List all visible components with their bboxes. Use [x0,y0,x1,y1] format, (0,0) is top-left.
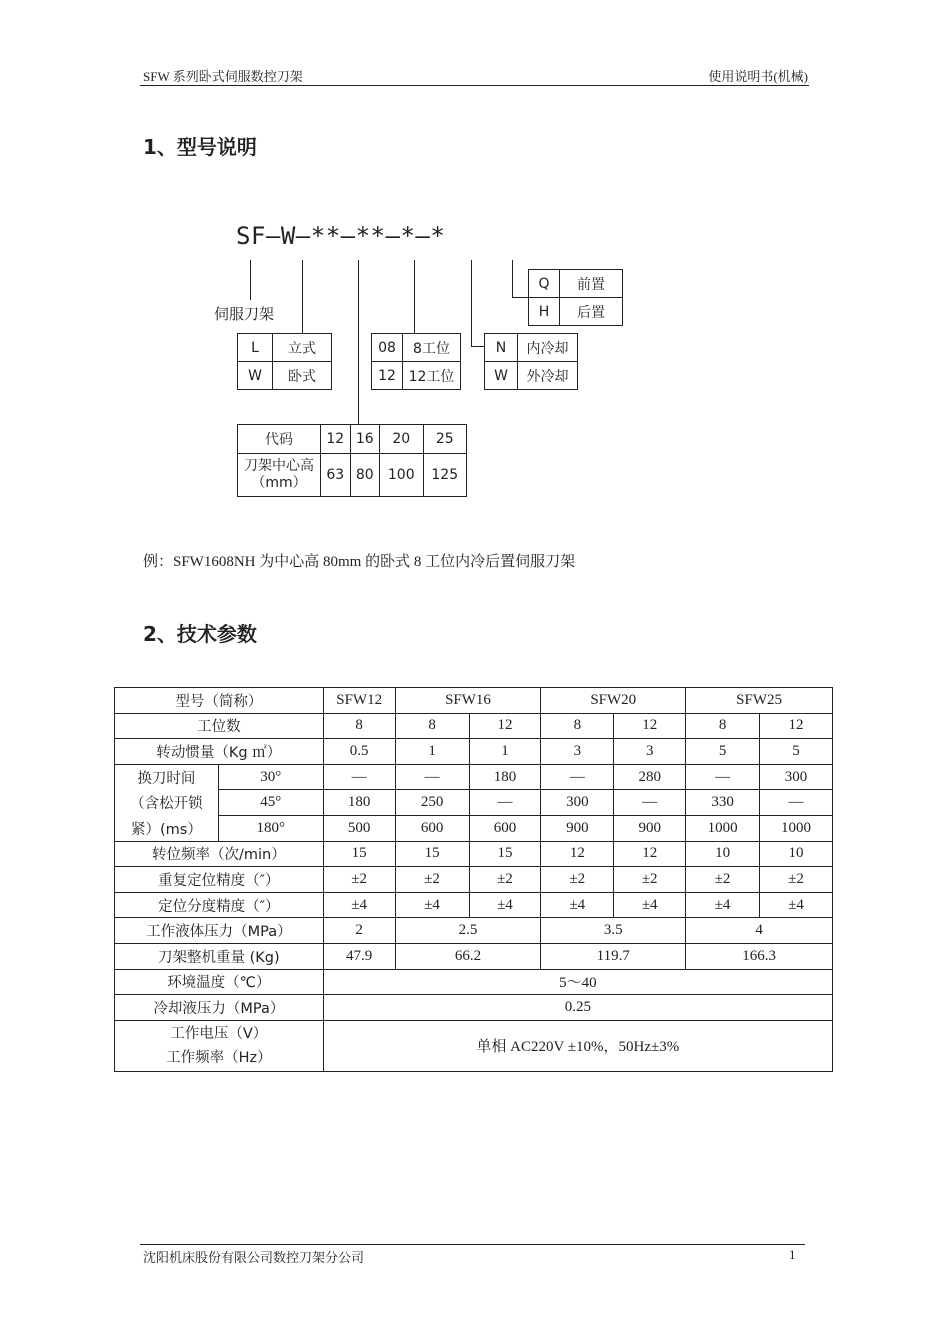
center-height-label-line2: （mm） [251,475,307,491]
table-cell: ±2 [395,867,469,893]
table-cell: ±2 [541,867,614,893]
position-code: H [529,298,560,326]
connector-line [512,297,529,298]
table-row [115,713,833,739]
footer-divider [140,1244,805,1245]
connector-line [302,260,303,334]
connector-line [471,346,485,347]
table-cell: 180 [323,790,395,816]
mount-code: W [238,362,273,390]
table-cell: 600 [469,815,541,841]
center-height-table [237,424,467,497]
model-header: SFW12 [323,688,395,714]
stations-desc: 12工位 [403,362,461,390]
height-code: 16 [350,425,380,454]
table-cell: ±4 [395,892,469,918]
table-row [115,867,833,893]
voltage-label: 工作电压（V） [170,1025,268,1042]
section-title-model: 1、型号说明 [143,135,257,159]
table-cell: 900 [614,815,686,841]
table-cell: 10 [686,841,760,867]
table-cell: 12 [760,713,833,739]
angle-label: 30° [218,764,323,790]
height-code: 12 [321,425,351,454]
table-row [115,815,833,841]
model-header: SFW25 [686,688,833,714]
table-cell: ±4 [469,892,541,918]
table-cell: 66.2 [395,943,541,969]
param-label: 工位数 [115,713,324,739]
coolant-desc: 内冷却 [518,334,578,362]
table-cell: 2 [323,918,395,944]
param-label: 环境温度（℃） [115,969,324,995]
table-row [115,1020,833,1071]
table-row [115,688,833,714]
param-label: 换刀时间 [115,764,219,790]
table-cell: 单相 AC220V ±10%，50Hz±3% [323,1020,832,1071]
table-cell: 1000 [686,815,760,841]
table-cell: 15 [469,841,541,867]
example-text: 例：SFW1608NH 为中心高 80mm 的卧式 8 工位内冷后置伺服刀架 [143,554,576,570]
connector-line [512,260,513,297]
param-label: 刀架整机重量 (Kg) [115,943,324,969]
mount-type-table [237,333,332,390]
param-label: （含松开锁 [115,790,219,816]
table-cell: 12 [614,713,686,739]
table-row [115,995,833,1021]
stations-code: 12 [372,362,403,390]
param-label: 定位分度精度（″） [115,892,324,918]
table-cell: 3.5 [541,918,686,944]
table-cell: — [760,790,833,816]
table-cell: ±2 [760,867,833,893]
angle-label: 180° [218,815,323,841]
table-cell: 166.3 [686,943,833,969]
table-cell: 10 [760,841,833,867]
height-code-label: 代码 [238,425,321,454]
table-cell: 0.25 [323,995,832,1021]
table-cell: 8 [686,713,760,739]
table-cell: ±2 [686,867,760,893]
center-height-label [238,454,321,497]
table-cell: 8 [395,713,469,739]
table-cell: ±4 [760,892,833,918]
height-code: 25 [423,425,467,454]
table-cell: 500 [323,815,395,841]
table-cell: 900 [541,815,614,841]
model-code: SF—W—**—**—*—* [236,222,446,250]
height-code: 20 [380,425,423,454]
angle-label: 45° [218,790,323,816]
coolant-type-table [484,333,578,390]
mount-desc: 立式 [273,334,332,362]
table-cell: — [469,790,541,816]
table-cell: 300 [541,790,614,816]
table-cell: 3 [614,739,686,765]
coolant-code: N [485,334,518,362]
table-cell: 2.5 [395,918,541,944]
connector-line [471,260,472,346]
position-desc: 前置 [560,270,623,298]
table-cell: ±4 [323,892,395,918]
center-height-value: 63 [321,454,351,497]
table-row [115,918,833,944]
table-cell: 250 [395,790,469,816]
table-cell: 5 [760,739,833,765]
table-cell: 12 [469,713,541,739]
param-label: 工作液体压力（MPa） [115,918,324,944]
mount-desc: 卧式 [273,362,332,390]
mount-position-table [528,269,623,326]
table-cell: 180 [469,764,541,790]
table-cell: 8 [323,713,395,739]
connector-line [250,260,251,300]
table-row [115,739,833,765]
connector-line [414,260,415,334]
param-label [115,1020,324,1071]
frequency-label: 工作频率（Hz） [166,1049,272,1066]
table-cell: ±4 [686,892,760,918]
table-cell: — [395,764,469,790]
model-header: SFW20 [541,688,686,714]
header-divider [140,85,809,86]
table-cell: 15 [323,841,395,867]
table-row [115,790,833,816]
center-height-value: 125 [423,454,467,497]
coolant-code: W [485,362,518,390]
table-cell: 330 [686,790,760,816]
header-manual-name: 使用说明书(机械) [708,69,808,84]
table-cell: ±4 [614,892,686,918]
table-row [115,841,833,867]
table-cell: 280 [614,764,686,790]
center-height-label-line1: 刀架中心高 [244,458,314,474]
table-cell: — [541,764,614,790]
table-cell: 5～40 [323,969,832,995]
table-cell: 119.7 [541,943,686,969]
table-cell: 5 [686,739,760,765]
table-cell: 3 [541,739,614,765]
servo-turret-label: 伺服刀架 [214,305,275,323]
table-cell: ±2 [614,867,686,893]
table-cell: 8 [541,713,614,739]
param-label: 重复定位精度（″） [115,867,324,893]
model-header: SFW16 [395,688,541,714]
connector-line [358,260,359,425]
section-title-specs: 2、技术参数 [143,622,257,646]
stations-desc: 8工位 [403,334,461,362]
table-cell: 300 [760,764,833,790]
param-label: 冷却液压力（MPa） [115,995,324,1021]
table-cell: 47.9 [323,943,395,969]
footer-company: 沈阳机床股份有限公司数控刀架分公司 [143,1250,365,1265]
table-row [115,969,833,995]
table-cell: 1 [469,739,541,765]
table-row [115,943,833,969]
table-cell: — [323,764,395,790]
table-cell: 1 [395,739,469,765]
table-row [115,764,833,790]
coolant-desc: 外冷却 [518,362,578,390]
table-cell: ±2 [469,867,541,893]
param-label: 转动惯量（Kg ㎡） [115,739,324,765]
param-label: 紧）(ms） [115,815,219,841]
table-cell: 15 [395,841,469,867]
table-row [115,892,833,918]
table-cell: — [614,790,686,816]
header-title: SFW 系列卧式伺服数控刀架 [143,69,303,84]
table-cell: ±4 [541,892,614,918]
param-label: 型号（简称） [115,688,324,714]
table-cell: 4 [686,918,833,944]
table-cell: 0.5 [323,739,395,765]
technical-parameters-table [114,687,833,1072]
center-height-value: 80 [350,454,380,497]
mount-code: L [238,334,273,362]
table-cell: 12 [541,841,614,867]
center-height-value: 100 [380,454,423,497]
table-cell: — [686,764,760,790]
position-desc: 后置 [560,298,623,326]
position-code: Q [529,270,560,298]
table-cell: 12 [614,841,686,867]
param-label: 转位频率（次/min） [115,841,324,867]
stations-table [371,333,461,390]
table-cell: 600 [395,815,469,841]
stations-code: 08 [372,334,403,362]
page-number: 1 [789,1247,796,1262]
table-cell: ±2 [323,867,395,893]
table-cell: 1000 [760,815,833,841]
